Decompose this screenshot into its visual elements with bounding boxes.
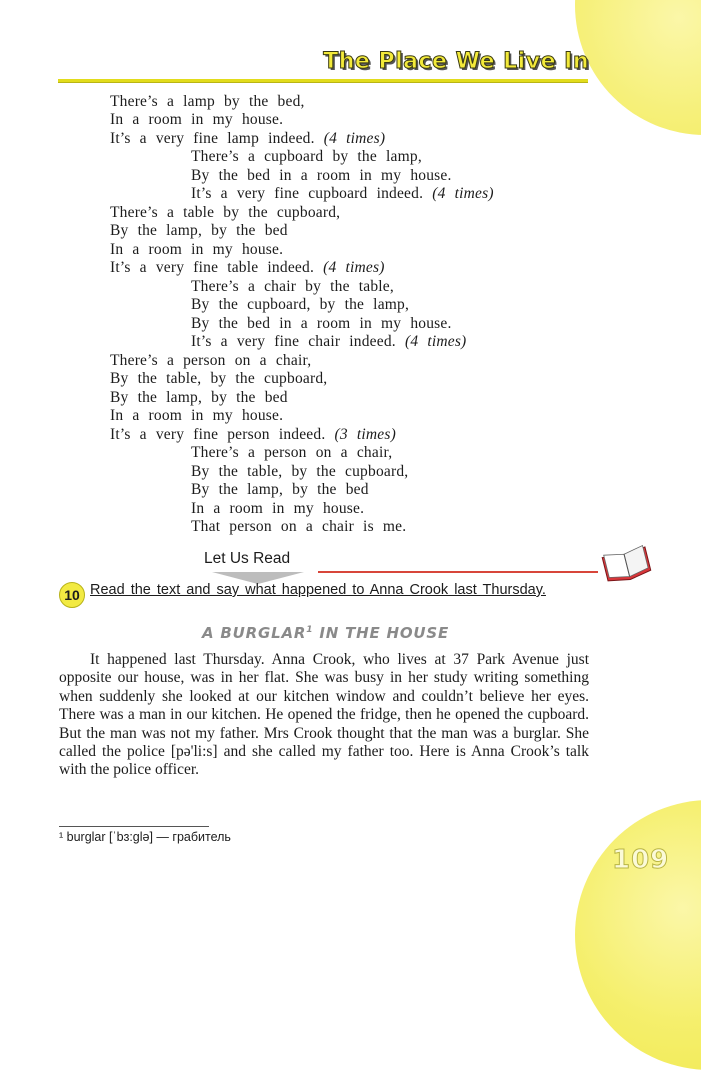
poem-line bbox=[110, 389, 288, 407]
poem-line bbox=[191, 278, 394, 296]
page-title: The Place We Live In bbox=[323, 49, 589, 74]
decorative-yellow-circle-top bbox=[575, 0, 701, 135]
footnote-divider bbox=[59, 826, 209, 827]
poem-line bbox=[191, 518, 406, 536]
poem-line-repeat-note: (4 times) bbox=[404, 333, 467, 350]
story-title bbox=[202, 624, 449, 642]
poem-line bbox=[110, 370, 327, 388]
footnote: ¹ burglar [ˈbɜ:glə] — грабитель bbox=[59, 830, 231, 844]
decorative-yellow-circle-bottom bbox=[575, 800, 701, 1070]
poem-line bbox=[191, 463, 408, 481]
poem-line bbox=[110, 426, 396, 444]
section-label: Let Us Read bbox=[204, 550, 291, 567]
poem-line-text: By the table, by the cupboard, bbox=[191, 463, 409, 480]
poem-line bbox=[191, 185, 494, 203]
poem-line bbox=[191, 481, 369, 499]
poem-line bbox=[191, 167, 452, 185]
poem-line-text: It’s a very fine person indeed. bbox=[110, 426, 326, 443]
poem-line-text: By the bed in a room in my house. bbox=[191, 167, 452, 184]
poem-line bbox=[110, 222, 288, 240]
story-title-rest: IN THE HOUSE bbox=[313, 624, 450, 642]
poem-line bbox=[110, 93, 305, 111]
poem-line-repeat-note: (4 times) bbox=[432, 185, 494, 202]
poem-line bbox=[110, 259, 385, 277]
poem-line-text: There’s a person on a chair, bbox=[110, 352, 312, 369]
section-divider bbox=[318, 571, 598, 573]
story-paragraph: It happened last Thursday. Anna Crook, who lives at 37 Park Avenue just opposite our house, was in her flat. She was busy in her study writing something when suddenly she looked at our kitchen window and couldn’t believe her eyes. There was a man in our kitchen. He opened the fridge, then he opened the cupboard. But the man was not my father. Mrs Crook thought that the man was a burglar. She called the police [pə'li:s] and she called my father too. Here is Anna Crook’s talk with the police officer. bbox=[59, 651, 589, 779]
exercise-instruction: Read the text and say what happened to Anna Crook last Thursday. bbox=[90, 582, 546, 598]
poem-line-repeat-note: (4 times) bbox=[323, 130, 386, 147]
poem-line-text: By the lamp, by the bed bbox=[110, 389, 288, 406]
header-divider bbox=[58, 79, 588, 83]
poem-line bbox=[191, 148, 422, 166]
poem-line bbox=[110, 241, 283, 259]
poem-line-text: There’s a lamp by the bed, bbox=[110, 93, 305, 110]
poem-line-text: In a room in my house. bbox=[191, 500, 365, 517]
poem-line-text: In a room in my house. bbox=[110, 407, 284, 424]
poem-line-text: By the table, by the cupboard, bbox=[110, 370, 328, 387]
poem-line-text: That person on a chair is me. bbox=[191, 518, 407, 535]
poem-line-text: There’s a person on a chair, bbox=[191, 444, 393, 461]
poem-line-text: By the lamp, by the bed bbox=[191, 481, 369, 498]
poem-line-text: It’s a very fine cupboard indeed. bbox=[191, 185, 424, 202]
poem-line bbox=[110, 407, 283, 425]
poem-line-text: By the cupboard, by the lamp, bbox=[191, 296, 410, 313]
page-number: 109 bbox=[612, 845, 670, 875]
poem-line-text: It’s a very fine chair indeed. bbox=[191, 333, 396, 350]
poem-line-text: In a room in my house. bbox=[110, 241, 284, 258]
poem-line-text: There’s a cupboard by the lamp, bbox=[191, 148, 422, 165]
poem-line bbox=[191, 444, 392, 462]
poem-line-text: There’s a chair by the table, bbox=[191, 278, 394, 295]
poem-line bbox=[110, 111, 283, 129]
book-icon bbox=[598, 540, 654, 584]
poem-line-text: In a room in my house. bbox=[110, 111, 284, 128]
poem-line-text: By the lamp, by the bed bbox=[110, 222, 288, 239]
poem-line-repeat-note: (4 times) bbox=[323, 259, 385, 276]
poem-line bbox=[110, 204, 340, 222]
poem-line bbox=[191, 315, 452, 333]
exercise-number: 10 bbox=[59, 582, 85, 608]
poem-line bbox=[110, 352, 311, 370]
poem-line bbox=[191, 333, 466, 351]
poem-line bbox=[191, 296, 409, 314]
story-text bbox=[59, 651, 589, 780]
story-title-footnote-mark: 1 bbox=[306, 625, 314, 635]
poem-line-text: There’s a table by the cupboard, bbox=[110, 204, 341, 221]
poem-line-text: By the bed in a room in my house. bbox=[191, 315, 452, 332]
story-title-main: A BURGLAR bbox=[202, 624, 307, 642]
poem-line-text: It’s a very fine lamp indeed. bbox=[110, 130, 315, 147]
poem-line-repeat-note: (3 times) bbox=[334, 426, 396, 443]
poem-line bbox=[110, 130, 385, 148]
poem-line-text: It’s a very fine table indeed. bbox=[110, 259, 315, 276]
poem-line bbox=[191, 500, 364, 518]
